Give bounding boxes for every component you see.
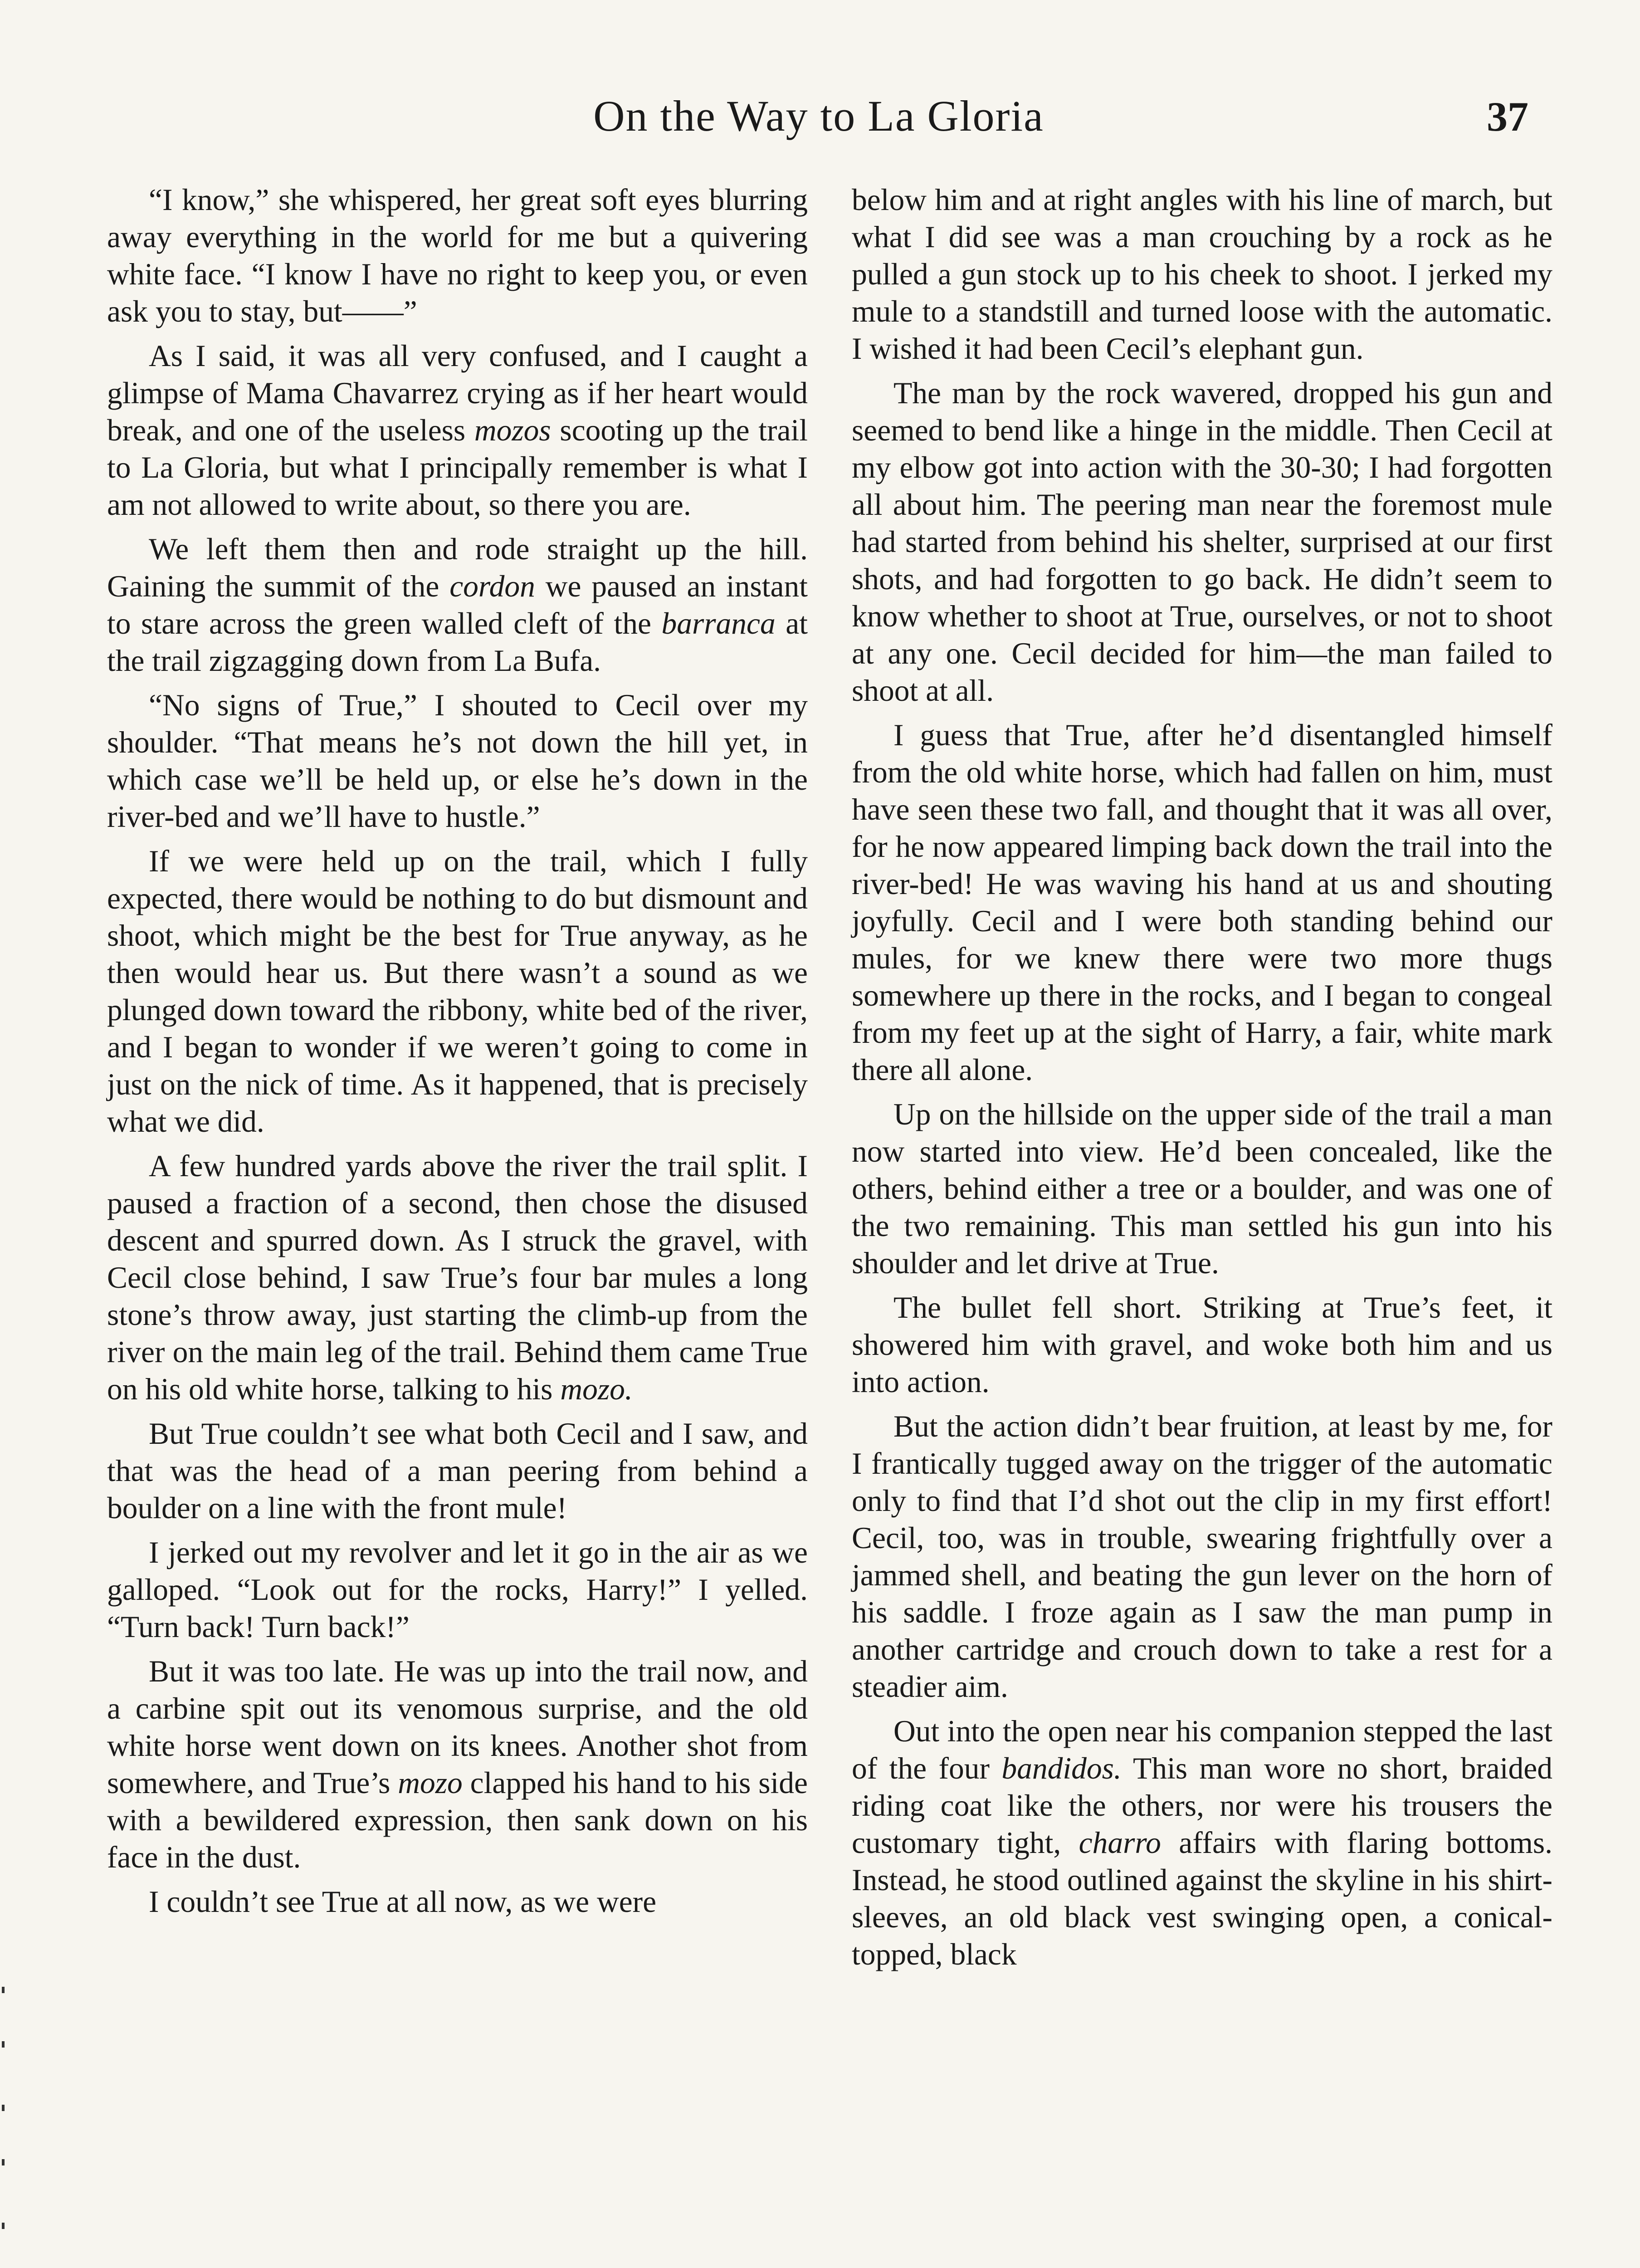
paragraph: Out into the open near his companion stepped the last of the four bandidos. This man wore no short, braided riding coat like the others, nor were his trousers the customary tight, charro affairs with flaring bottoms. Instead, he stood outlined against the skyline in his shirt-sleeves, an old black vest swinging open, a conical-topped, black xyxy=(852,1714,1552,1971)
paragraph: “No signs of True,” I shouted to Cecil over my shoulder. “That means he’s not down the hill yet, in which case we’ll be held up, or else he’s down in the river-bed and we’ll have to hustle.” xyxy=(107,688,808,834)
paragraph: I guess that True, after he’d disentangled himself from the old white horse, which had fallen on him, must have seen these two fall, and thought that it was all over, for he now appeared limping back down the trail into the river-bed! He was waving his hand at us and shouting joyfully. Cecil and I were both standing behind our mules, for we knew there were two more thugs somewhere up there in the rocks, and I began to congeal from my feet up at the sight of Harry, a fair, white mark there all alone. xyxy=(852,718,1552,1087)
left-text-column xyxy=(107,181,808,1928)
paragraph: But True couldn’t see what both Cecil and I saw, and that was the head of a man peering from behind a boulder on a line with the front mule! xyxy=(107,1417,808,1525)
paragraph: “I know,” she whispered, her great soft eyes blurring away everything in the world for me but a quivering white face. “I know I have no right to keep you, or even ask you to stay, but——” xyxy=(107,183,808,328)
paragraph: I jerked out my revolver and let it go in the air as we galloped. “Look out for the rocks, Harry!” I yelled. “Turn back! Turn back!” xyxy=(107,1535,808,1644)
paragraph: The bullet fell short. Striking at True’s feet, it showered him with gravel, and woke both him and us into action. xyxy=(852,1290,1552,1399)
page-number: 37 xyxy=(1487,93,1528,140)
paragraph: below him and at right angles with his line of march, but what I did see was a man crouching by a rock as he pulled a gun stock up to his cheek to shoot. I jerked my mule to a standstill and turned loose with the automatic. I wished it had been Cecil’s elephant gun. xyxy=(852,183,1552,366)
paragraph: But it was too late. He was up into the trail now, and a carbine spit out its venomous surprise, and the old white horse went down on its knees. Another shot from somewhere, and True’s mozo clapped his hand to his side with a bewildered expression, then sank down on his face in the dust. xyxy=(107,1654,808,1874)
paragraph: If we were held up on the trail, which I fully expected, there would be nothing to do but dismount and shoot, which might be the best for True anyway, as he then would hear us. But there wasn’t a sound as we plunged down toward the ribbony, white bed of the river, and I began to wonder if we weren’t going to come in just on the nick of time. As it happened, that is precisely what we did. xyxy=(107,844,808,1139)
paragraph: The man by the rock wavered, dropped his gun and seemed to bend like a hinge in the middle. Then Cecil at my elbow got into action with the 30-30; I had forgotten all about him. The peering man near the foremost mule had started from behind his shelter, surprised at our first shots, and had forgotten to go back. He didn’t seem to know whether to shoot at True, ourselves, or not to shoot at any one. Cecil decided for him—the man failed to shoot at all. xyxy=(852,376,1552,708)
paragraph: But the action didn’t bear fruition, at least by me, for I frantically tugged away on the trigger of the automatic only to find that I’d shot out the clip in my first effort! Cecil, too, was in trouble, swearing frightfully over a jammed shell, and beating the gun lever on the horn of his saddle. I froze again as I saw the man pump in another cartridge and crouch down to take a rest for a steadier aim. xyxy=(852,1409,1552,1704)
page-header xyxy=(109,86,1528,150)
right-text-column xyxy=(852,181,1552,1980)
paragraph: As I said, it was all very confused, and I caught a glimpse of Mama Chavarrez crying as if her heart would break, and one of the useless mozos scooting up the trail to La Gloria, but what I principally remember is what I am not allowed to write about, so there you are. xyxy=(107,339,808,522)
page-title: On the Way to La Gloria xyxy=(593,92,1044,140)
paragraph: We left them then and rode straight up the hill. Gaining the summit of the cordon we paused an instant to stare across the green walled cleft of the barranca at the trail zigzagging down from La Bufa. xyxy=(107,532,808,678)
scan-margin-marks xyxy=(0,1987,5,2268)
paragraph: A few hundred yards above the river the trail split. I paused a fraction of a second, then chose the disused descent and spurred down. As I struck the gravel, with Cecil close behind, I saw True’s four bar mules a long stone’s throw away, just starting the climb-up from the river on the main leg of the trail. Behind them came True on his old white horse, talking to his mozo. xyxy=(107,1149,808,1406)
paragraph: Up on the hillside on the upper side of the trail a man now started into view. He’d been concealed, like the others, behind either a tree or a boulder, and was one of the two remaining. This man settled his gun into his shoulder and let drive at True. xyxy=(852,1097,1552,1280)
paragraph: I couldn’t see True at all now, as we were xyxy=(149,1885,657,1919)
